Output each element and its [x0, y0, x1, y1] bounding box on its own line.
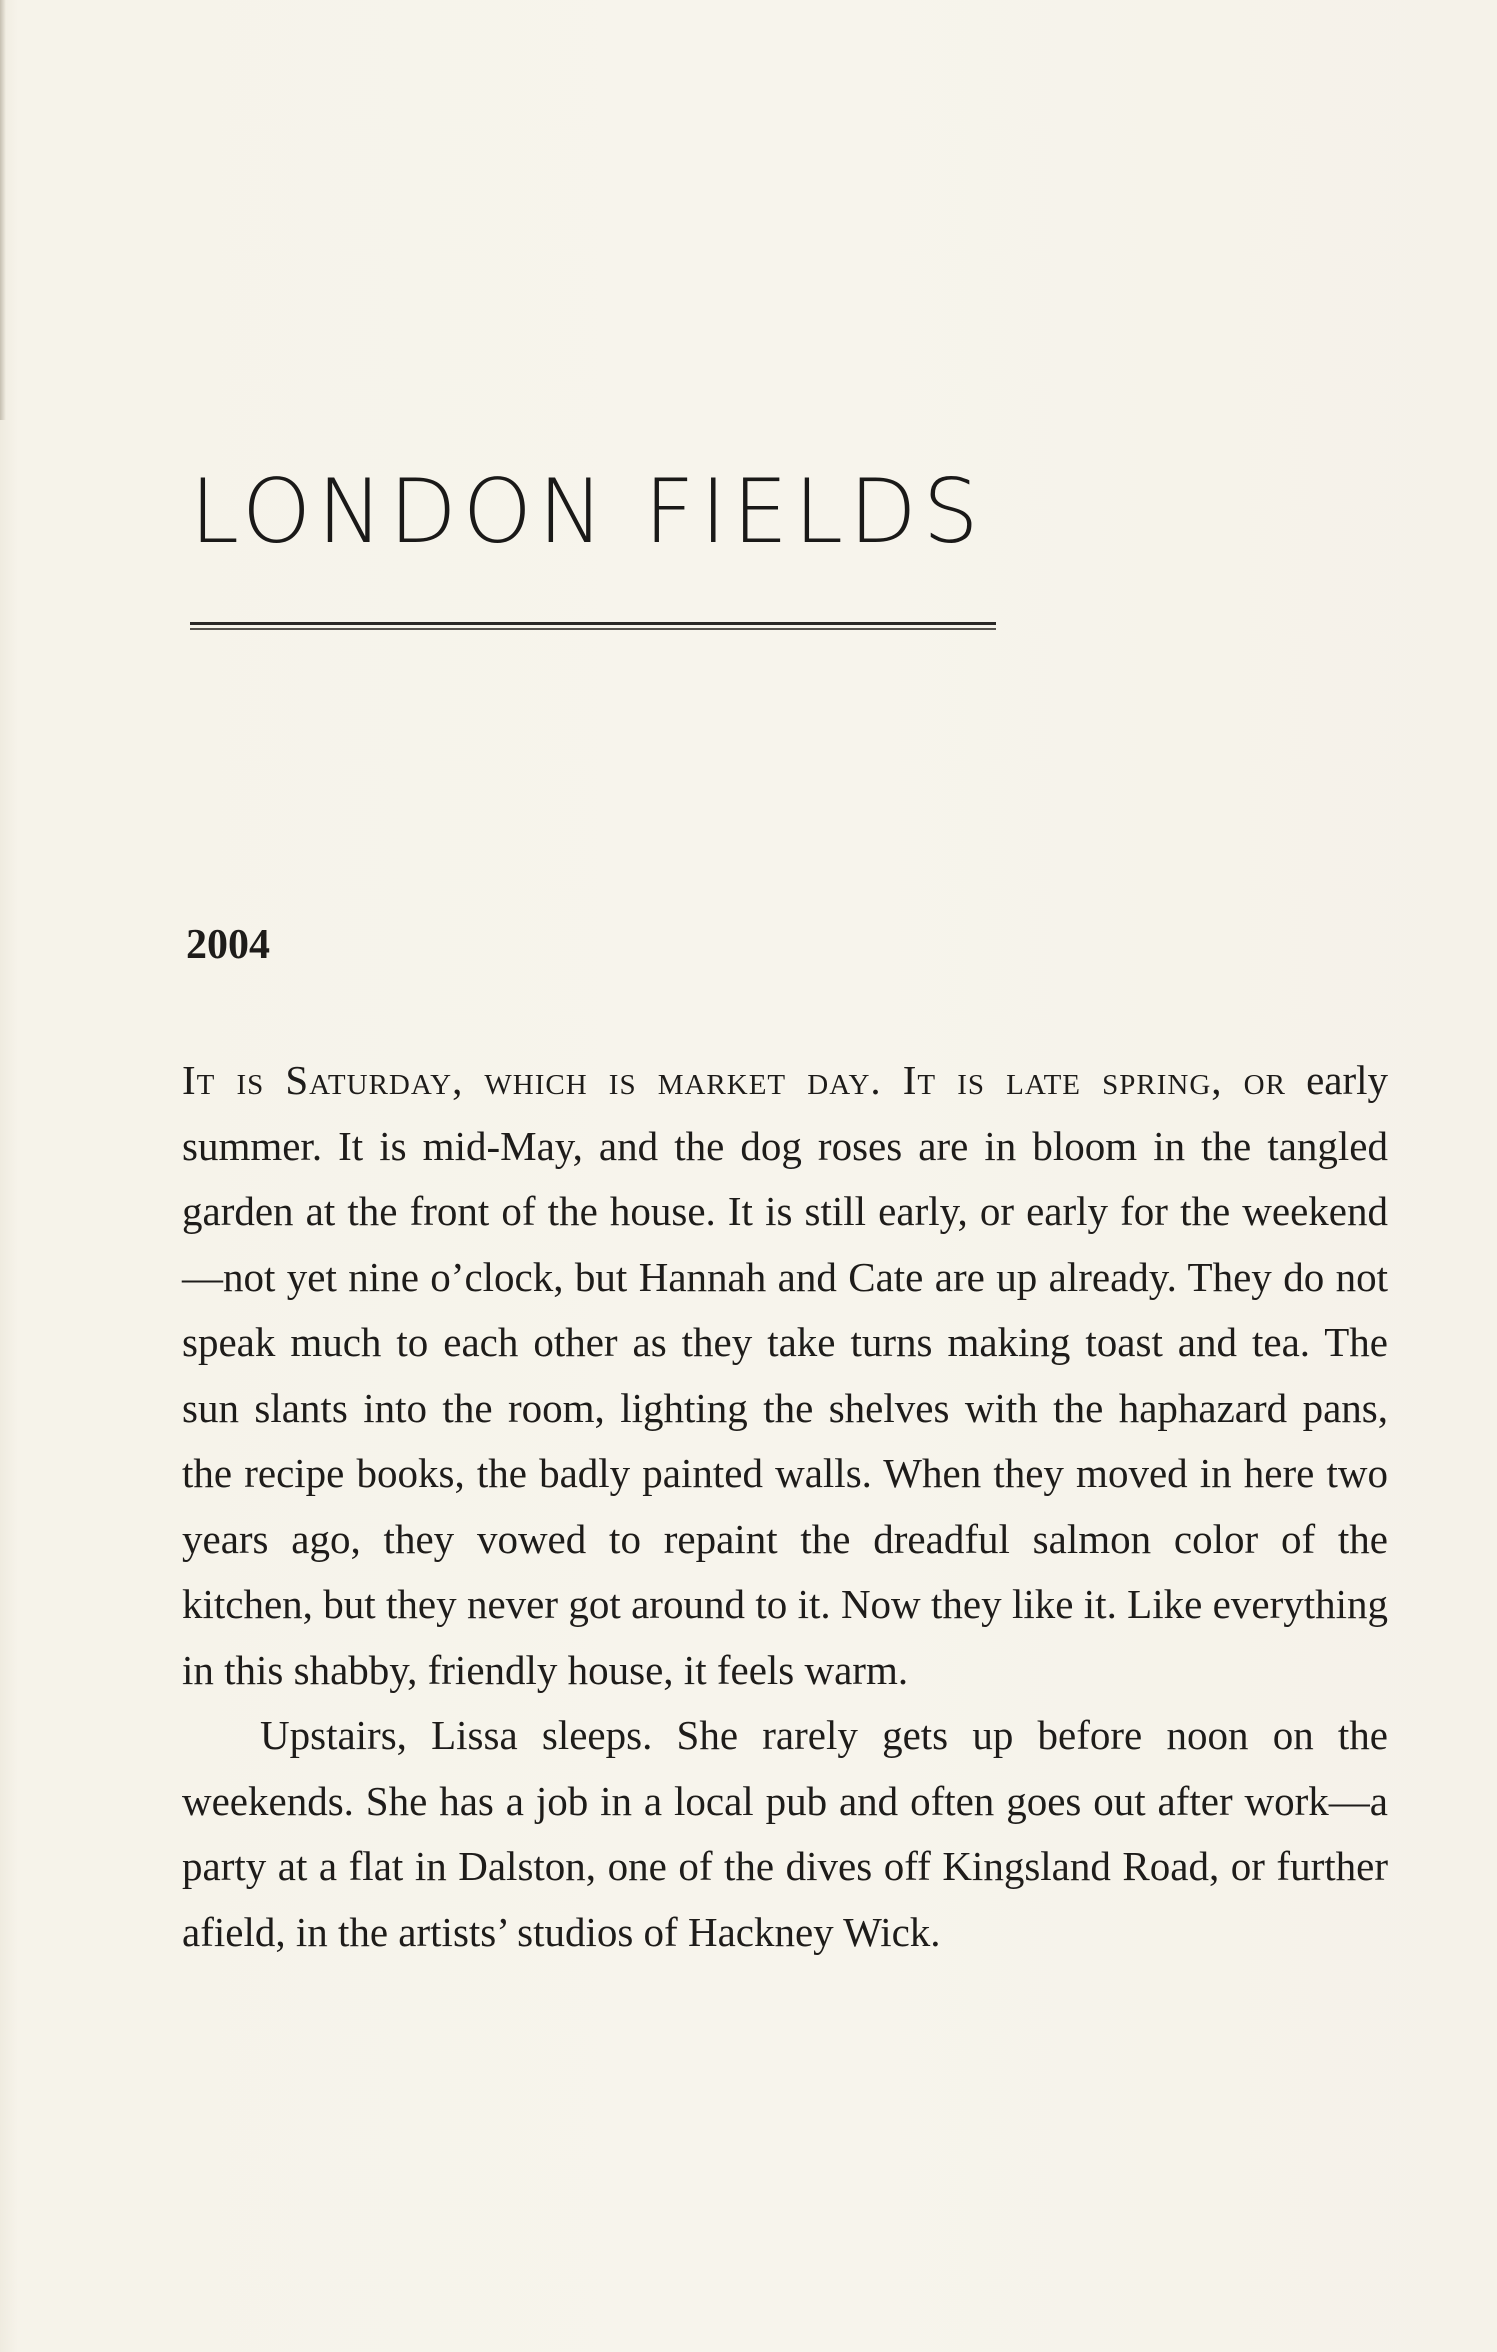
chapter-title: LONDON FIELDS [190, 460, 985, 563]
body-text [182, 1048, 1388, 1965]
title-double-rule [190, 622, 996, 632]
paragraph-2: Upstairs, Lissa sleeps. She rarely gets up before noon on the weekends. She has a job in a local pub and often goes out after work—a party at a flat in Dalston, one of the dives off Kingsland Road, or further afield, in the artists’ studios of Hackney Wick. [182, 1712, 1388, 1955]
paragraph-1 [182, 1048, 1388, 1703]
section-year: 2004 [186, 922, 270, 968]
title-rule-upper [190, 622, 996, 625]
paragraph-1-lead: It is Saturday, which is market day. It is late spring, or [182, 1057, 1286, 1103]
page-edge-shadow [0, 0, 6, 420]
title-rule-lower [190, 628, 996, 630]
paragraph-1-rest: early summer. It is mid-May, and the dog roses are in bloom in the tangled garden at the front of the house. It is still early, or early for the weekend—not yet nine o’clock, but Hannah and Cate are up already. They do not speak much to each other as they take turns making toast and tea. The sun slants into the room, lighting the shelves with the haphazard pans, the recipe books, the badly painted walls. When they moved in here two years ago, they vowed to repaint the dreadful salmon color of the kitchen, but they never got around to it. Now they like it. Like everything in this shabby, friendly house, it feels warm. [182, 1057, 1389, 1693]
